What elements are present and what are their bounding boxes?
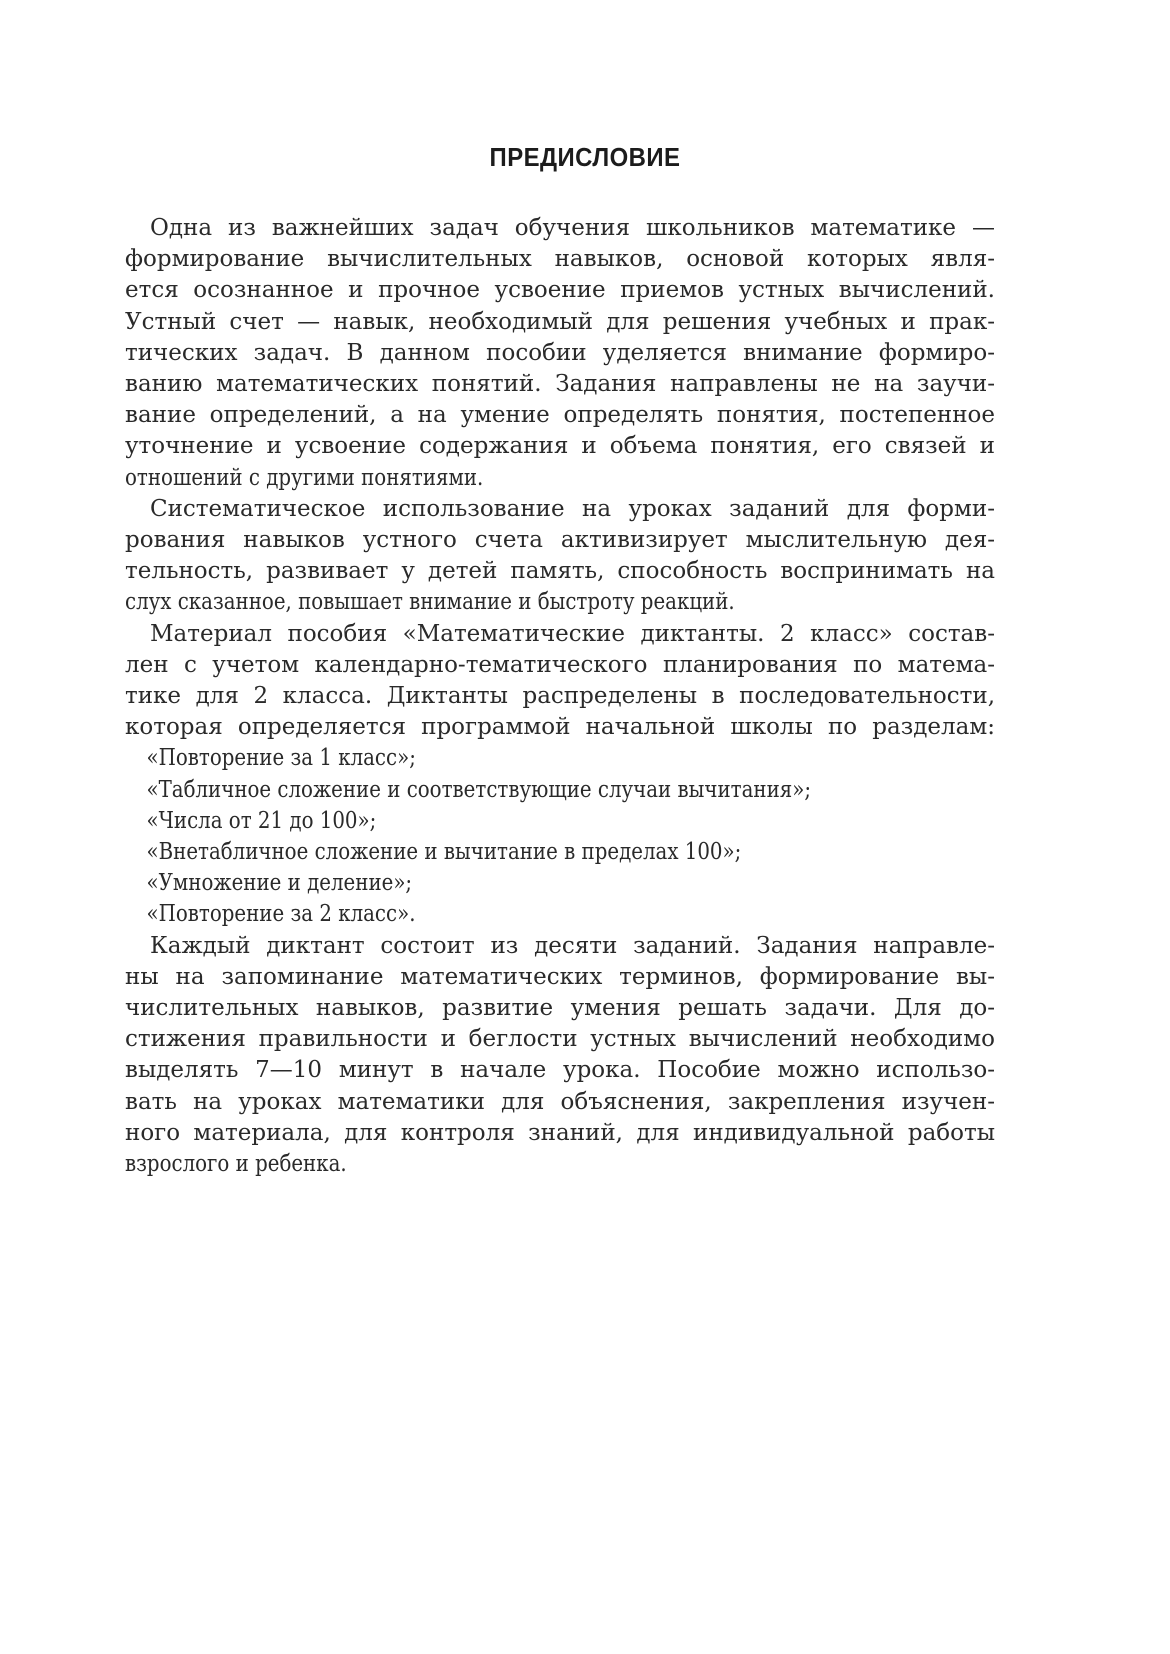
text-line: числительных навыков, развитие умения решать задачи. Для до- <box>125 995 995 1022</box>
text-line: тельность, развивает у детей память, способность воспринимать на <box>125 558 995 585</box>
section-item: «Повторение за 1 класс»; <box>146 745 416 772</box>
text-line: выделять 7—10 минут в начале урока. Пособие можно использо- <box>125 1057 995 1084</box>
sections-list <box>125 743 995 930</box>
page-title: ПРЕДИСЛОВИЕ <box>489 142 681 172</box>
text-line: ванию математических понятий. Задания направлены не на заучи- <box>125 371 995 398</box>
text-line: вать на уроках математики для объяснения, закрепления изучен- <box>125 1088 995 1115</box>
text-line: ного материала, для контроля знаний, для индивидуальной работы <box>125 1119 995 1146</box>
text-line: Каждый диктант состоит из десяти заданий. Задания направле- <box>150 932 995 959</box>
text-line: тических задач. В данном пособии уделяется внимание формиро- <box>125 339 995 366</box>
text-line: Систематическое использование на уроках заданий для форми- <box>150 495 995 522</box>
paragraph-1 <box>125 213 995 494</box>
paragraph-3 <box>125 619 995 744</box>
text-line: тике для 2 класса. Диктанты распределены в последовательности, <box>125 683 995 710</box>
section-item: «Табличное сложение и соответствующие случаи вычитания»; <box>146 776 812 803</box>
text-line: Устный счет — навык, необходимый для решения учебных и прак- <box>125 308 995 335</box>
section-item: «Внетабличное сложение и вычитание в пределах 100»; <box>146 839 742 866</box>
text-line: формирование вычислительных навыков, основой которых явля- <box>125 246 995 273</box>
section-item: «Умножение и деление»; <box>146 870 413 897</box>
section-item: «Повторение за 2 класс». <box>146 901 416 928</box>
paragraph-2 <box>125 494 995 619</box>
text-line: отношений с другими понятиями. <box>125 464 484 491</box>
text-line: уточнение и усвоение содержания и объема понятия, его связей и <box>125 433 995 460</box>
paragraph-4 <box>125 931 995 1181</box>
text-line: ется осознанное и прочное усвоение приемов устных вычислений. <box>125 277 995 304</box>
section-item: «Числа от 21 до 100»; <box>146 807 377 834</box>
text-line: вание определений, а на умение определять понятия, постепенное <box>125 402 995 429</box>
text-line: стижения правильности и беглости устных вычислений необходимо <box>125 1026 995 1053</box>
text-line: Материал пособия «Математические диктанты. 2 класс» состав- <box>150 620 995 647</box>
text-line: Одна из важнейших задач обучения школьников математике — <box>150 215 995 241</box>
text-line: слух сказанное, повышает внимание и быстроту реакций. <box>125 589 735 616</box>
text-line: ны на запоминание математических терминов, формирование вы- <box>125 963 995 990</box>
preface-body <box>125 213 995 1180</box>
text-line: которая определяется программой начальной школы по разделам: <box>125 714 995 741</box>
text-line: лен с учетом календарно-тематического планирования по матема- <box>125 651 995 678</box>
text-line: взрослого и ребенка. <box>125 1151 347 1178</box>
text-line: рования навыков устного счета активизирует мыслительную дея- <box>125 527 995 554</box>
